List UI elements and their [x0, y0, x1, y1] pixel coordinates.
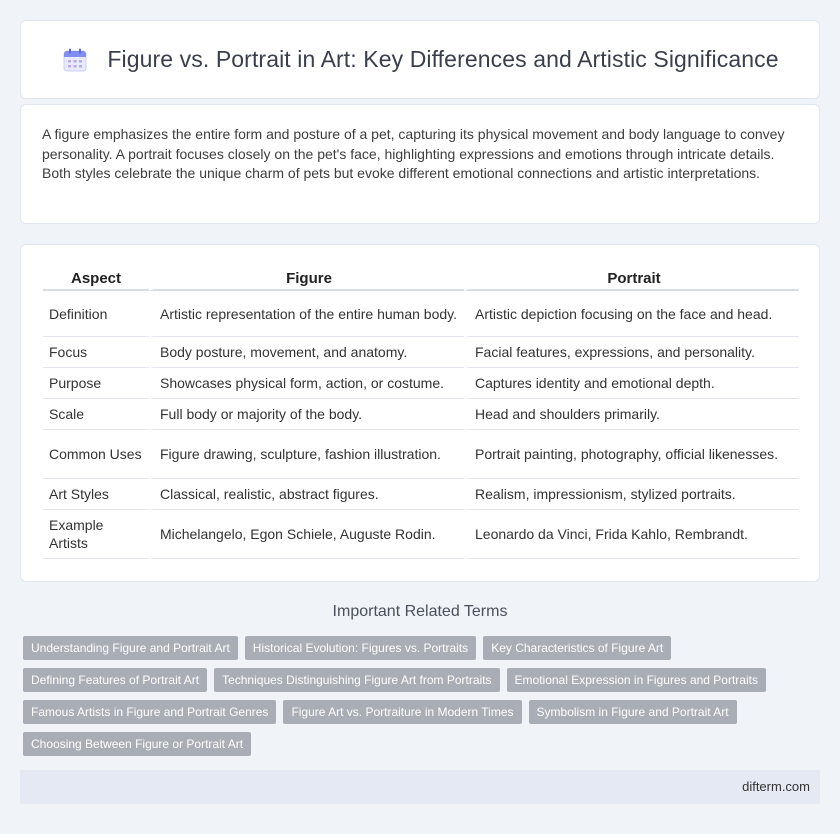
table-row [43, 337, 799, 368]
row-aspect: Art Styles [43, 479, 149, 510]
tag-row [23, 668, 823, 692]
table-row [43, 399, 799, 430]
row-aspect: Focus [43, 337, 149, 368]
tag-row [23, 636, 823, 660]
intro-paragraph: A figure emphasizes the entire form and posture of a pet, capturing its physical movement and body language to convey personality. A portrait focuses closely on the pet's face, highlighting expressions and emotions through intricate details. Both styles celebrate the unique charm of pets but evoke different emotional connections and artistic interpretations. [42, 126, 785, 181]
calendar-icon [61, 46, 89, 74]
footer-site-link[interactable]: difterm.com [742, 779, 810, 794]
related-term-tag[interactable]: Key Characteristics of Figure Art [483, 636, 671, 660]
row-figure: Showcases physical form, action, or costume. [149, 368, 464, 399]
table-row [43, 479, 799, 510]
page-title: Figure vs. Portrait in Art: Key Differences and Artistic Significance [107, 46, 779, 72]
row-figure: Classical, realistic, abstract figures. [149, 479, 464, 510]
related-term-tag[interactable]: Defining Features of Portrait Art [23, 668, 207, 692]
related-term-tag[interactable]: Historical Evolution: Figures vs. Portraits [245, 636, 476, 660]
row-portrait: Captures identity and emotional depth. [464, 368, 799, 399]
comparison-table-card [20, 244, 820, 582]
footer [20, 770, 820, 804]
table-row [43, 510, 799, 559]
related-term-tag[interactable]: Techniques Distinguishing Figure Art from Portraits [214, 668, 499, 692]
related-term-tag[interactable]: Figure Art vs. Portraiture in Modern Times [283, 700, 521, 724]
row-figure: Michelangelo, Egon Schiele, Auguste Rodin. [149, 510, 464, 559]
row-aspect: Purpose [43, 368, 149, 399]
header-card [20, 20, 820, 99]
tag-row [23, 700, 823, 724]
table-header-row [43, 266, 799, 291]
row-portrait: Artistic depiction focusing on the face and head. [464, 291, 799, 337]
row-aspect: Common Uses [43, 430, 149, 479]
column-header-figure: Figure [149, 266, 464, 291]
row-figure: Body posture, movement, and anatomy. [149, 337, 464, 368]
row-portrait: Leonardo da Vinci, Frida Kahlo, Rembrandt. [464, 510, 799, 559]
related-terms-title: Important Related Terms [332, 603, 508, 620]
comparison-table [43, 266, 799, 559]
related-term-tag[interactable]: Famous Artists in Figure and Portrait Genres [23, 700, 276, 724]
table-row [43, 368, 799, 399]
tag-row [23, 732, 823, 756]
column-header-portrait: Portrait [464, 266, 799, 291]
table-row [43, 291, 799, 337]
row-portrait: Realism, impressionism, stylized portraits. [464, 479, 799, 510]
related-term-tag[interactable]: Symbolism in Figure and Portrait Art [529, 700, 737, 724]
row-figure: Artistic representation of the entire human body. [149, 291, 464, 337]
row-aspect: Scale [43, 399, 149, 430]
row-portrait: Head and shoulders primarily. [464, 399, 799, 430]
related-term-tag[interactable]: Understanding Figure and Portrait Art [23, 636, 238, 660]
row-figure: Full body or majority of the body. [149, 399, 464, 430]
table-row [43, 430, 799, 479]
related-term-tag[interactable]: Choosing Between Figure or Portrait Art [23, 732, 251, 756]
column-header-aspect: Aspect [43, 266, 149, 291]
row-aspect: Example Artists [43, 510, 149, 559]
related-term-tag[interactable]: Emotional Expression in Figures and Portraits [507, 668, 766, 692]
row-portrait: Portrait painting, photography, official likenesses. [464, 430, 799, 479]
row-aspect: Definition [43, 291, 149, 337]
intro-card [20, 104, 820, 224]
row-portrait: Facial features, expressions, and personality. [464, 337, 799, 368]
row-figure: Figure drawing, sculpture, fashion illustration. [149, 430, 464, 479]
related-terms-list [23, 636, 823, 764]
